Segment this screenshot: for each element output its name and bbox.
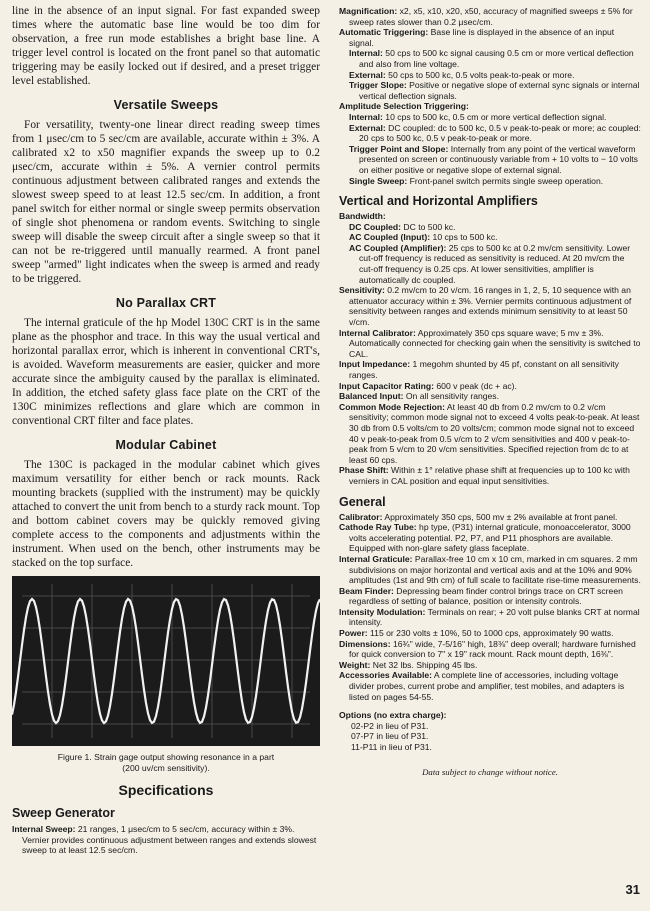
general-heading: General [339, 494, 386, 509]
right-column [339, 6, 641, 777]
sine-waveform-trace [12, 599, 320, 723]
intro-paragraph: line in the absence of an input signal. For fast expanded sweep times where the automatic base line would be too dim for observation, a free run mode establishes a bright base line. A trigger level control is located on the front panel so that automatic triggering may be easily locked out if desired, and a preset trigger level established. [12, 5, 320, 87]
oscilloscope-photo [12, 576, 320, 746]
versatile-sweeps-paragraph: For versatility, twenty-one linear direct reading sweep times from 1 μsec/cm to 5 sec/cm are available, accurate within ± 3%. A calibrated x2 to x50 magnifier expands the sweep up to 0.2 μsec/cm, accurate within ± 5%. A vernier control permits continuous adjustment between calibrated ranges and extends the slowest sweep speed to at least 12.5 sec/cm. In addition, a front panel switch for either normal or single sweep permits observation of single shot phenomena or random events. Switching to single sweep will disable the sweep circuit after a single sweep so that it can not be re-triggered until manually rearmed. A front panel sweep "armed" light indicates when the sweep is armed and ready to be triggered. [12, 119, 320, 285]
vertical-horizontal-heading: Vertical and Horizontal Amplifiers [339, 194, 538, 209]
specifications-heading: Specifications [118, 782, 214, 798]
internal-sweep-spec: Internal Sweep: 21 ranges, 1 μsec/cm to 5 sec/cm, accuracy within ± 3%. Vernier provides continuous adjustment between ranges and extends slowest sweep to at least 12.5 sec/cm. [12, 824, 317, 856]
amplifier-spec-list: Bandwidth: DC Coupled: DC to 500 kc. AC Coupled (Input): 10 cps to 500 kc. AC Coupled (Amplifier): 25 cps to 500 kc at 0.2 mv/cm sensitivity. Lower cut-off frequency is reduced as sensitivity is reduced. At 20 mv/cm the cut-off frequency is 0.25 cps. At lower sensitivities, amplifier is automatically dc coupled. Sensitivity: 0.2 mv/cm to 20 v/cm. 16 ranges in 1, 2, 5, 10 sequence with an attenuator accuracy within ± 3%. Vernier permits continuous adjustment of sensitivity between ranges and extends minimum sensitivity to at least 50 v/cm. Internal Calibrator: Approximately 350 cps square wave; 5 mv ± 3%. Automatically connected for checking gain when the sensitivity is switched to CAL. Input Impedance: 1 megohm shunted by 45 pf, constant on all sensitivity ranges. Input Capacitor Rating: 600 v peak (dc + ac). Balanced Input: On all sensitivity ranges. Common Mode Rejection: At least 40 db from 0.2 mv/cm to 0.2 v/cm sensitivity; common mode signal not to exceed 4 volts peak-to-peak. At least 30 db from 0.5 volts/cm to 20 volts/cm; common mode signal not to exceed 40 v peak-to-peak from 0.5 v/cm to 2 v/cm sensitivities and 400 v peak-to-peak from 5 v/cm to 20 v/cm sensitivities. Specified rejection from dc to at least 60 cps. Phase Shift: Within ± 1° relative phase shift at frequencies up to 100 kc with verniers in CAL position and equal input sensitivities. [339, 211, 641, 486]
sine-trace-figure [12, 576, 320, 746]
general-spec-list: Calibrator: Approximately 350 cps, 500 mv ± 2% available at front panel. Cathode Ray Tube: hp type, (P31) internal graticule, monoaccelerator, 3000 volts accelerating potential. P2, P7, and P11 phosphors are available. Equipped with non-glare safety glass faceplate. Internal Graticule: Parallax-free 10 cm x 10 cm, marked in cm squares. 2 mm subdivisions on major horizontal and vertical axis and at the 10% and 90% amplitudes (1st and 9th cm) of full scale to facilitate rise-time measurements. Beam Finder: Depressing beam finder control brings trace on CRT screen regardless of setting of balance, position or intensity controls. Intensity Modulation: Terminals on rear; + 20 volt pulse blanks CRT at normal intensity. Power: 115 or 230 volts ± 10%, 50 to 1000 cps, approximately 90 watts. Dimensions: 16¾" wide, 7-5/16" high, 18⅜" deep overall; hardware furnished for quick conversion to 7" x 19" rack mount. Rack mount depth, 16⅜". Weight: Net 32 lbs. Shipping 45 lbs. Accessories Available: A complete line of accessories, including voltage divider probes, current probe and amplifier, test mobiles, and adapters is listed on pages 54-55. [339, 511, 641, 702]
modular-cabinet-heading: Modular Cabinet [115, 438, 217, 452]
no-parallax-paragraph: The internal graticule of the hp Model 130C CRT is in the same plane as the phosphor and trace. In this way the usual vertical and horizontal parallax error, which is inherent in conventional CRT's, is avoided. Waveform measurements are easier, quicker and more accurate since the ambiguity caused by the parallax is eliminated. In addition, the etched safety glass face plate on the CRT of the 130C minimizes reflections and glare which are common in conventional CRT filter and face plates. [12, 317, 320, 427]
options-block [339, 710, 641, 752]
option-item: 11-P11 in lieu of P31. [351, 742, 432, 752]
option-item: 02-P2 in lieu of P31. [351, 720, 429, 731]
versatile-sweeps-heading: Versatile Sweeps [113, 98, 219, 112]
sweep-generator-heading: Sweep Generator [12, 806, 115, 820]
no-parallax-heading: No Parallax CRT [115, 296, 217, 310]
options-title: Options (no extra charge): [339, 710, 447, 721]
sweep-spec-list: Magnification: x2, x5, x10, x20, x50, accuracy of magnified sweeps ± 5% for sweep rates slower than 0.2 μsec/cm. Automatic Triggering: Base line is displayed in the absence of an input signal. Internal: 50 cps to 500 kc signal causing 0.5 cm or more vertical deflection and also from line voltage. External: 50 cps to 500 kc, 0.5 volts peak-to-peak or more. Trigger Slope: Positive or negative slope of external sync signals or internal vertical deflection signals. Amplitude Selection Triggering: Internal: 10 cps to 500 kc, 0.5 cm or more vertical deflection signal. External: DC coupled: dc to 500 kc, 0.5 v peak-to-peak or more; ac coupled: 20 cps to 500 kc, 0.5 v peak-to-peak or more. Trigger Point and Slope: Internally from any point of the vertical waveform presented on screen or continuously variable from + 10 volts to − 10 volts on either positive or negative slope of external signal. Single Sweep: Front-panel switch permits single sweep operation. [339, 6, 641, 186]
disclaimer-note: Data subject to change without notice. [422, 766, 558, 777]
left-column [12, 4, 320, 856]
page-number: 31 [625, 882, 640, 897]
graticule-grid [22, 584, 310, 738]
option-item: 07-P7 in lieu of P31. [351, 731, 429, 742]
figure-caption: Figure 1. Strain gage output showing resonance in a part (200 uv/cm sensitivity). [57, 752, 275, 773]
modular-cabinet-paragraph: The 130C is packaged in the modular cabinet which gives maximum versatility for either bench or rack mounts. Rack mounting brackets (supplied with the instrument) may be quickly attached to convert the unit from bench to a sturdy rack mount. Top and bottom cabinet covers may be quickly removed giving complete access to the components and adjustments within the instrument. When used on the bench, other instruments may be stacked on the top surface. [12, 459, 320, 569]
